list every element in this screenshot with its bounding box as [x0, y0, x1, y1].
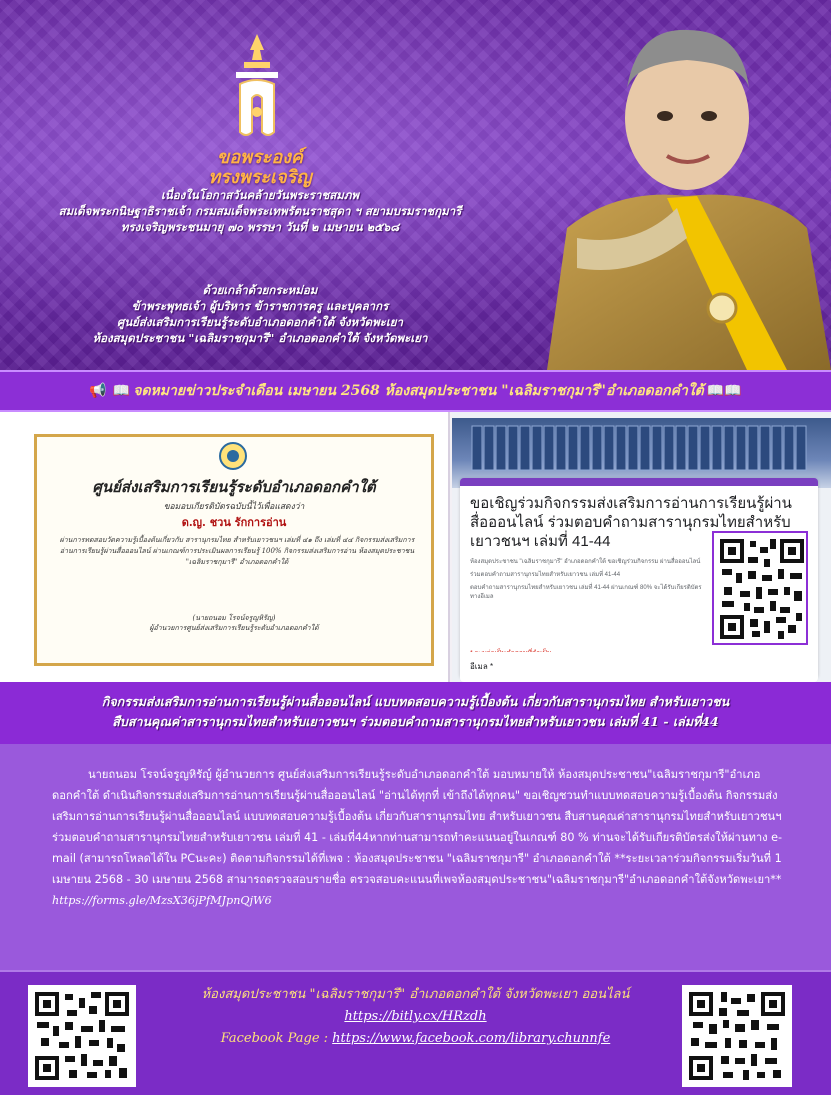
blessing-text-2 — [0, 282, 520, 346]
footer-qr-left[interactable] — [28, 985, 136, 1087]
open-book-icon: 📖 — [112, 383, 131, 399]
description-section — [0, 744, 831, 970]
qr-code-icon — [687, 990, 787, 1082]
activity-caption — [0, 682, 831, 744]
blessing-line: ข้าพระพุทธเจ้า ผู้บริหาร ข้าราชการครู และบุคลากร — [131, 299, 389, 313]
description-paragraph — [52, 764, 792, 911]
newsletter-title-bar — [0, 370, 831, 412]
signer-role: ผู้อำนวยการศูนย์ส่งเสริมการเรียนรู้ระดับอำเภอดอกคำใต้ — [149, 624, 319, 632]
activity-images — [0, 412, 831, 682]
footer-qr-right[interactable] — [682, 985, 792, 1087]
facebook-line — [150, 1028, 681, 1050]
description-text: นายถนอม โรจน์จรูญหิรัญ์ ผู้อำนวยการ ศูนย์ส่งเสริมการเรียนรู้ระดับอำเภอดอกคำใต้ มอบหมายให้ ห้องสมุดประชาชน"เฉลิมราชกุมารี"อำเภอดอกคำใต้ ดำเนินกิจกรรมส่งเสริมการอ่านการเรียนรู้ผ่านสื่อออนไลน์ "อ่านได้ทุกที่ เข้าถึงได้ทุกคน" ขอเชิญชวนทำแบบทดสอบความรู้เบื้องต้น กิจกรรมส่งเสริมการอ่านการเรียนรู้ผ่านสื่อออนไลน์ แบบทดสอบความรู้เบื้องต้น เกี่ยวกับสารานุกรมไทย สำหรับเยาวชน สืบสานคุณค่าสารานุกรมไทยสำหรับเยาวชนฯ ร่วมตอบคำถามสารานุกรมไทยสำหรับเยาวชน เล่มที่ 41 - เล่มที่44หากท่านสามารถทำคะแนนอยู่ในเกณฑ์ 80 % ท่านจะได้รับเกียรติบัตรส่งให้ผ่านทาง e-mail (สามารถโหลดได้ใน PCนะคะ) ติดตามกิจกรรมได้ที่เพจ : ห้องสมุดประชาชน "เฉลิมราชกุมารี" อำเภอดอกคำใต้ **ระยะเวลาร่วมกิจกรรมเริ่มวันที่ 1 เมษายน 2568 - 30 เมษายน 2568 สามารถตรวจสอบรายชื่อ ตรวจสอบคะแนนที่เพจห้องสมุดประชาชน"เฉลิมราชกุมารี"อำเภอดอกคำใต้จังหวัดพะเยา** — [52, 768, 783, 886]
caption-line-2: สืบสานคุณค่าสารานุกรมไทยสำหรับเยาวชนฯ ร่วมตอบคำถามสารานุกรมไทยสำหรับเยาวชน เล่มที่ 41 - เล่มที่44 — [112, 714, 719, 729]
royal-emblem-icon — [222, 32, 292, 152]
nfe-logo-icon — [213, 441, 253, 471]
open-book-icon: 📖📖 — [706, 383, 742, 399]
emblem-caption-2: ทรงพระเจริญ — [208, 167, 312, 188]
form-qr-code[interactable] — [712, 531, 808, 645]
megaphone-icon: 📢 — [89, 383, 107, 399]
certificate-frame — [34, 434, 434, 666]
blessing-line: ทรงเจริญพระชนมายุ ๗๐ พรรษา วันที่ ๒ เมษายน ๒๕๖๘ — [120, 220, 400, 234]
qr-code-icon — [718, 537, 806, 641]
blessing-line: สมเด็จพระกนิษฐาธิราชเจ้า กรมสมเด็จพระเทพรัตนราชสุดา ฯ สยามบรมราชกุมารี — [58, 204, 462, 218]
form-desc-line: ห้องสมุดประชาชน "เฉลิมราชกุมารี" อำเภอดอกคำใต้ ขอเชิญร่วมกิจกรรม ผ่านสื่อออนไลน์ — [470, 559, 701, 565]
qr-code-icon — [33, 990, 131, 1082]
blessing-text-1 — [0, 187, 520, 235]
facebook-link[interactable]: https://www.facebook.com/library.chunnfe — [332, 1031, 611, 1046]
form-description — [470, 558, 710, 602]
certificate-body: ผ่านการทดสอบวัดความรู้เบื้องต้นเกี่ยวกับ สารานุกรมไทย สำหรับเยาวชนฯ เล่มที่ ๔๑ ถึง เล่มที่ ๔๔ กิจกรรมส่งเสริมการอ่านการเรียนรู้ผ่านสื่อออนไลน์ ผ่านเกณฑ์การประเมินผลการเรียนรู้ 100% กิจกรรมส่งเสริมการอ่าน ห้องสมุดประชาชน "เฉลิมราชกุมารี" อำเภอดอกคำใต้ — [59, 536, 415, 566]
signer-name: (นายถนอม โรจน์จรูญหิรัญ) — [192, 614, 276, 622]
form-link[interactable]: https://forms.gle/MzsX36jPfMJpnQjW6 — [52, 894, 272, 907]
blessing-line: ศูนย์ส่งเสริมการเรียนรู้ระดับอำเภอดอกคำใต้ จังหวัดพะเยา — [117, 315, 403, 329]
certificate-signature — [37, 613, 431, 633]
caption-line-1: กิจกรรมส่งเสริมการอ่านการเรียนรู้ผ่านสื่อออนไลน์ แบบทดสอบความรู้เบื้องต้น เกี่ยวกับสารานุกรมไทย สำหรับเยาวชน — [101, 694, 730, 709]
footer-text — [150, 984, 681, 1050]
royal-portrait-image — [537, 8, 831, 370]
library-name: ห้องสมุดประชาชน "เฉลิมราชกุมารี" อำเภอดอกคำใต้ จังหวัดพะเยา ออนไลน์ — [201, 987, 630, 1002]
certificate-sample — [0, 412, 450, 682]
hero-banner — [0, 0, 831, 370]
footer — [0, 970, 831, 1095]
certificate-name: ด.ญ. ชวน รักการอ่าน — [181, 516, 287, 529]
form-title: ขอเชิญร่วมกิจกรรมส่งเสริมการอ่านการเรียนรู้ผ่านสื่อออนไลน์ ร่วมตอบคำถามสารานุกรมไทยสำหรับเยาวชนฯ เล่มที่ 41-44 — [470, 495, 792, 550]
facebook-label: Facebook Page : — [220, 1031, 333, 1046]
blessing-line: เนื่องในโอกาสวันคล้ายวันพระราชสมภพ — [160, 188, 360, 202]
form-desc-line: ตอบคำถามสารานุกรมไทยสำหรับเยาวชน เล่มที่ 41-44 ผ่านเกณฑ์ 80% จะได้รับเกียรติบัตรทางอีเมล — [470, 585, 702, 600]
blessing-line: ด้วยเกล้าด้วยกระหม่อม — [202, 283, 318, 297]
newsletter-title: จดหมายข่าวประจำเดือน เมษายน 2568 ห้องสมุดประชาชน "เฉลิมราชกุมารี"อำเภอดอกคำใต้ — [133, 383, 704, 399]
form-desc-line: ร่วมตอบคำถามสารานุกรมไทยสำหรับเยาวชน เล่มที่ 41-44 — [470, 572, 621, 578]
blessing-line: ห้องสมุดประชาชน "เฉลิมราชกุมารี" อำเภอดอกคำใต้ จังหวัดพะเยา — [92, 331, 428, 345]
email-field[interactable]: อีเมล * — [460, 652, 818, 682]
short-link[interactable]: https://bitly.cx/HRzdh — [344, 1009, 487, 1024]
certificate-title: ศูนย์ส่งเสริมการเรียนรู้ระดับอำเภอดอกคำใต้ — [92, 478, 376, 496]
emblem-caption-1: ขอพระองค์ — [217, 147, 303, 168]
certificate-subtitle: ขอมอบเกียรติบัตรฉบับนี้ไว้เพื่อแสดงว่า — [163, 502, 305, 512]
